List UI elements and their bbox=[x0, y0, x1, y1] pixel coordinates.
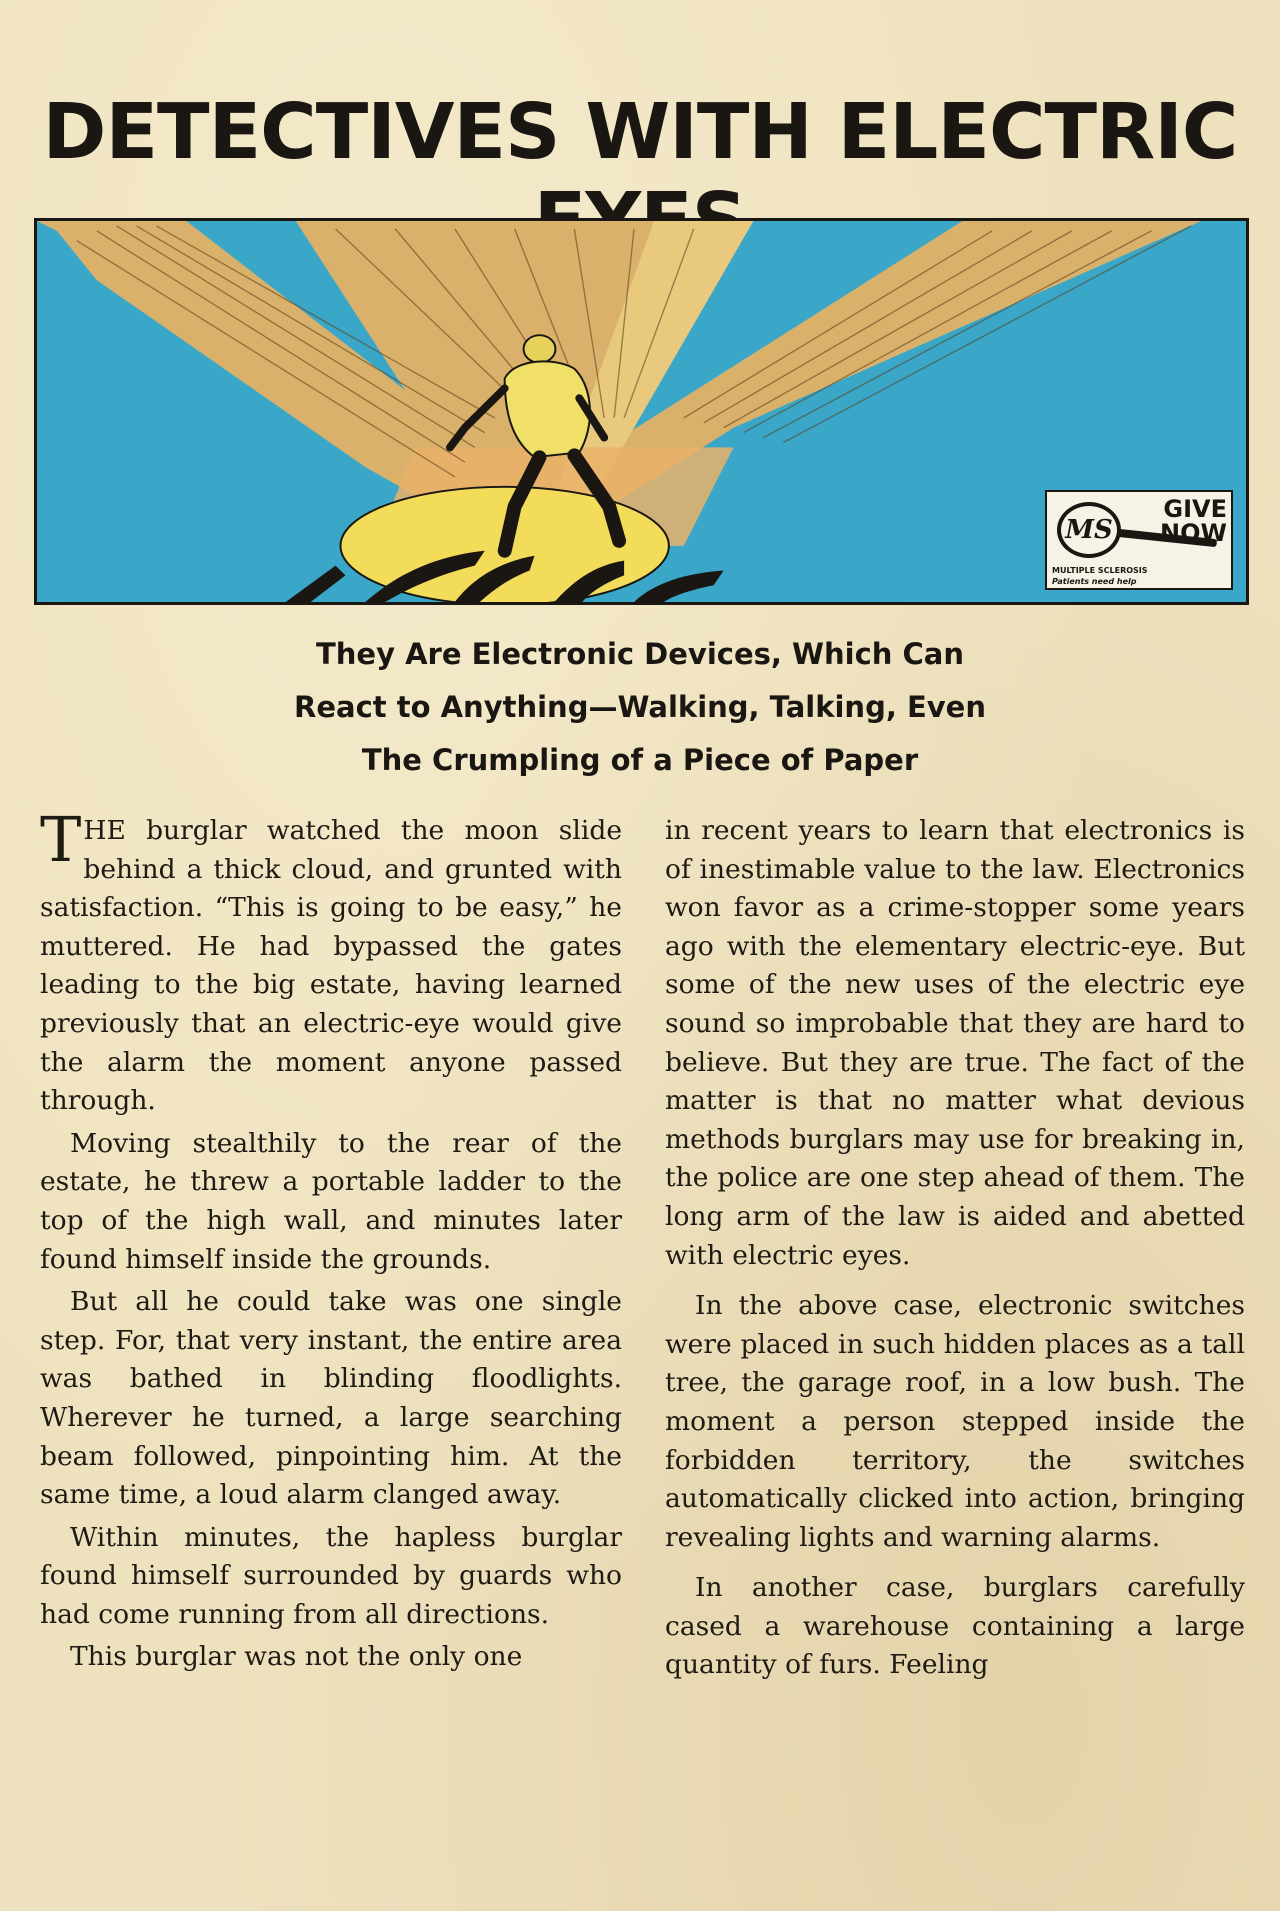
paragraph: in recent years to learn that electronics is of inestimable value to the law. Electronics won favor as a crime-stopper some years ago with the elementary electric-eye. But some of the new uses of the electric eye sound so improbable that they are hard to believe. But they are true. The fact of the matter is that no matter what devious methods burglars may use for breaking in, the police are one step ahead of them. The long arm of the law is aided and abetted with electric eyes. bbox=[665, 815, 1245, 1271]
badge-small-text: MULTIPLE SCLEROSIS bbox=[1052, 566, 1148, 575]
ms-logo-icon: MS bbox=[1057, 502, 1121, 558]
paragraph bbox=[40, 803, 622, 1121]
paragraph: Moving stealthily to the rear of the estate, he threw a portable ladder to the top of the high wall, and minutes later found himself inside the grounds. bbox=[40, 1127, 622, 1275]
subtitle-line-3: The Crumpling of a Piece of Paper bbox=[361, 743, 919, 777]
paragraph: Within minutes, the hapless burglar found himself surrounded by guards who had come running from all directions. bbox=[40, 1521, 622, 1630]
drop-cap: T bbox=[40, 803, 82, 876]
paragraph: In the above case, electronic switches were placed in such hidden places as a tall tree, the garage roof, in a low bush. The moment a person stepped inside the forbidden territory, the switches automatically clicked into action, bringing revealing lights and warning alarms. bbox=[665, 1290, 1245, 1553]
paragraph: But all he could take was one single step. For, that very instant, the entire area was bathed in blinding floodlights. Wherever he turned, a large searching beam followed, pinpointing him. At the same time, a loud alarm clanged away. bbox=[40, 1286, 622, 1511]
article-title: DETECTIVES WITH ELECTRIC bbox=[42, 88, 1238, 177]
paragraph-opening: HE bbox=[83, 815, 126, 846]
badge-now-text: NOW bbox=[1160, 519, 1227, 547]
article-column-left bbox=[40, 803, 622, 1681]
badge-give-text: GIVE bbox=[1163, 495, 1227, 523]
subtitle-line-2: React to Anything—Walking, Talking, Even bbox=[294, 690, 986, 724]
paragraph-text: burglar watched the moon slide behind a thick cloud, and grunted with satisfaction. “This is going to be easy,” he muttered. He had bypassed the gates leading to the big estate, having learned previously that an electric-eye would give the alarm the moment anyone passed through. bbox=[40, 815, 622, 1117]
subtitle-line-1: They Are Electronic Devices, Which Can bbox=[316, 637, 964, 671]
article-column-right bbox=[665, 812, 1245, 1689]
ms-give-now-badge bbox=[1045, 490, 1233, 590]
paragraph: This burglar was not the only one bbox=[70, 1641, 523, 1673]
article-subtitle bbox=[180, 628, 1100, 787]
paragraph: In another case, burglars carefully cased a warehouse containing a large quantity of furs. Feeling bbox=[665, 1572, 1245, 1681]
badge-small-text-2: Patients need help bbox=[1052, 577, 1137, 586]
